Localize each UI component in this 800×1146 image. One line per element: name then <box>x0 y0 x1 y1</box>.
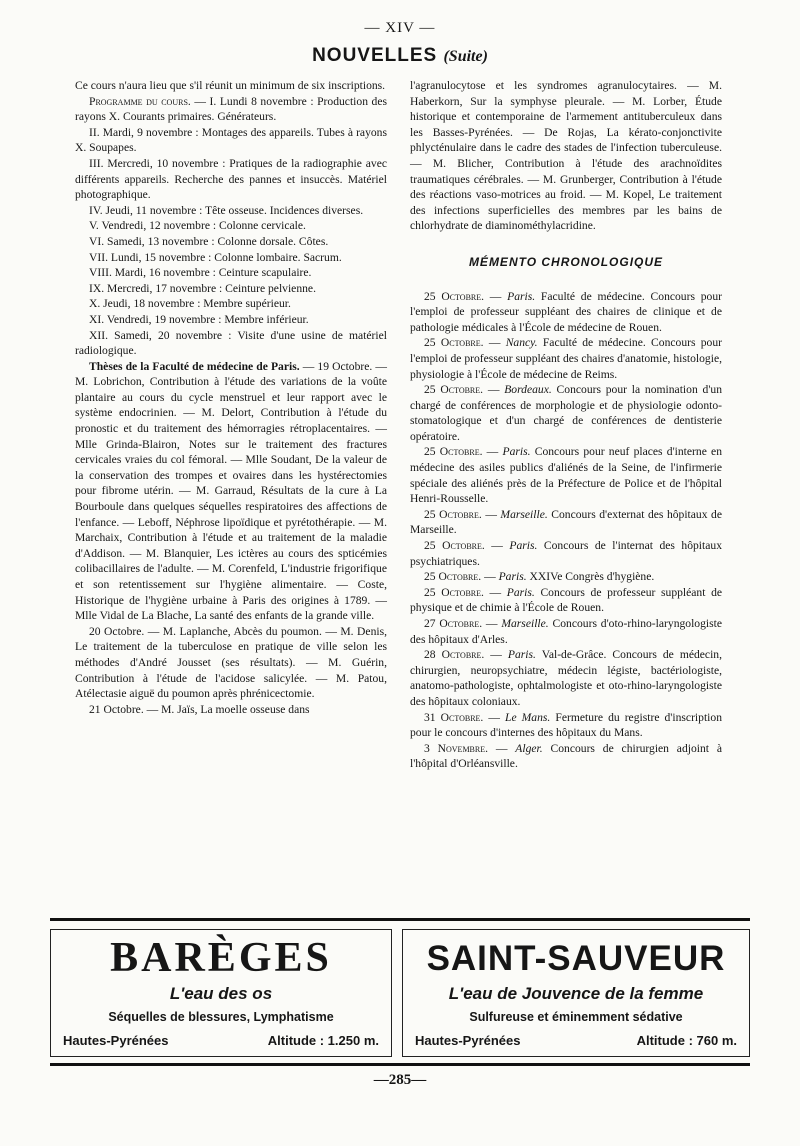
left-column <box>75 78 387 717</box>
lesson-item: IX. Mercredi, 17 novembre : Ceinture pelvienne. <box>89 281 316 295</box>
memento-date: 25 Octobre. <box>424 539 485 553</box>
memento-place: Bordeaux. <box>504 383 552 397</box>
memento-date: 27 Octobre. <box>424 617 483 630</box>
memento-text: Faculté de médecine. Concours pour l'emploi de professeur suppléant des chaires de clinique et de pathologie médicales à l'École de médecine de Rouen. <box>410 289 722 334</box>
programme-text: — I. Lundi 8 novembre : Production des rayons X. Courants primaires. Générateurs. <box>75 94 387 124</box>
lesson-item: II. Mardi, 9 novembre : Montages des appareils. Tubes à rayons X. Soupapes. <box>75 125 387 155</box>
memento-date: 25 Octobre. <box>424 507 482 521</box>
memento-entry: 25 Octobre. — Paris. Faculté de médecine. Concours pour l'emploi de professeur suppléant des chaires de clinique et de pathologie médicales à l'École de médecine de Rouen. <box>410 289 722 334</box>
memento-entry: 25 Octobre. — Paris. Concours de professeur suppléant de physique et de chimie à l'École de Rouen. <box>410 585 723 615</box>
memento-text: Concours d'externat des hôpitaux de Marseille. <box>410 507 722 537</box>
memento-text: Concours pour la nomination d'un chargé de conférences de morphologie et de physiologie odonto-stomatologique et d'un chargé de conférences de dentisterie opératoire. <box>410 383 722 443</box>
ad-bareges <box>50 929 392 1057</box>
memento-place: Paris. <box>506 585 535 599</box>
memento-place: Marseille. <box>501 617 549 630</box>
theses-20-october: 20 Octobre. — M. Laplanche, Abcès du poumon. — M. Denis, Le traitement de la tuberculose en pratique de ville selon les méthodes d'André Jousset (ses résultats). — M. Guérin, Contribution à l'étude de l'acidose salicylée. — M. Patou, Atélectasie aiguë du poumon après phrénicectomie. <box>75 624 387 701</box>
memento-place: Nancy. <box>505 336 538 350</box>
memento-place: Paris. <box>509 539 538 553</box>
section-title <box>0 45 800 67</box>
programme-paragraph <box>75 94 387 125</box>
lesson-item: VII. Lundi, 15 novembre : Colonne lombaire. Sacrum. <box>89 250 342 264</box>
memento-place: Le Mans. <box>505 710 551 724</box>
memento-date: 25 Octobre. <box>424 383 484 397</box>
memento-date: 25 Octobre. <box>424 570 482 584</box>
memento-date: 28 Octobre. <box>424 648 485 662</box>
memento-place: Paris. <box>507 648 536 662</box>
lesson-item: V. Vendredi, 12 novembre : Colonne cervicale. <box>89 219 306 233</box>
theses-heading: Thèses de la Faculté de médecine de Paris. <box>89 359 300 373</box>
memento-date: 25 Octobre. <box>424 289 485 303</box>
memento-date: 31 Octobre. <box>424 710 484 724</box>
advertisement-band <box>50 918 750 1066</box>
ad-saint-sauveur <box>402 929 750 1057</box>
memento-date: 3 Novembre. <box>424 741 489 755</box>
memento-entry: 25 Octobre. — Paris. XXIVe Congrès d'hygiène. <box>424 570 655 584</box>
memento-text: XXIVe Congrès d'hygiène. <box>529 570 655 584</box>
memento-text: Val-de-Grâce. Concours de médecin, chirurgien, neuropsychiatre, médecin légiste, bactériologiste, anatomo-pathologiste, ophtalmologiste et oto-rhino-laryngologiste des hôpitaux coloniaux. <box>410 648 722 708</box>
section-title-suffix: (Suite) <box>443 48 488 65</box>
memento-entry: 25 Octobre. — Marseille. Concours d'externat des hôpitaux de Marseille. <box>410 507 722 537</box>
memento-date: 25 Octobre. <box>424 336 484 350</box>
memento-entry: 25 Octobre. — Paris. Concours pour neuf places d'interne en médecine des asiles publics d'aliénés de la Seine, de l'infirmerie spéciale des aliénés près de la Préfecture de Police et de l'hôpital Henri-Rousselle. <box>410 445 722 506</box>
theses-19-text: — 19 Octobre. — M. Lobrichon, Contribution à l'étude des variations de la voûte plantaire au cours du cycle menstruel et leur rapport avec le système endocrinien. — M. Delort, Contribution à l'étude du pronostic et du traitement des hémorragies rétroplacentaires. — Mlle Grinda-Blairon, Notes sur le traitement des fractures cervicales vraies du col fémoral. — Mlle Soudant, De la valeur de la conservation des trompes et ovaires dans les hystérectomies pour fibrome utérin. — M. Garraud, Résultats de la cure à La Bourboule dans quelques séquelles respiratoires des affections de l'enfance. — Leboff, Néphrose lipoïdique et pyrétothérapie. — M. Marchaix, Contribution à l'étude et au traitement de la maladie d'Addison. — M. Blanquier, Les ictères au cours des spticémies colibacillaires de l'adulte. — M. Corenfeld, L'industrie frigorifique et son retentissement sur l'hygiène alimentaire. — Coste, Historique de l'hygiène urbaine à Paris des origines à 1789. — Mlle Vidal de La Blache, La santé des enfants de la grande ville. <box>75 359 387 623</box>
lesson-item: XII. Samedi, 20 novembre : Visite d'une usine de matériel radiologique. <box>75 328 387 358</box>
memento-entry: 3 Novembre. — Alger. Concours de chirurgien adjoint à l'hôpital d'Orléansville. <box>410 741 722 771</box>
memento-date: 25 Octobre. <box>424 585 484 599</box>
memento-text: Concours de l'internat des hôpitaux psychiatriques. <box>410 539 722 568</box>
memento-text: Concours de professeur suppléant de physique et de chimie à l'École de Rouen. <box>410 585 723 615</box>
memento-text: Faculté de médecine. Concours pour l'emploi de professeur suppléant des chaires d'anatomie, histologie, physiologie à l'École de médecine de Reims. <box>410 336 723 381</box>
theses-19-october <box>75 359 387 624</box>
memento-place: Paris. <box>498 570 527 584</box>
memento-place: Paris. <box>502 445 531 459</box>
memento-place: Marseille. <box>500 507 548 521</box>
lesson-item: X. Jeudi, 18 novembre : Membre supérieur. <box>89 297 291 311</box>
page-roman-numeral: — XIV — <box>364 20 436 36</box>
ad-bareges-altitude: Altitude : 1.250 m. <box>267 1033 379 1048</box>
lesson-list <box>75 125 387 359</box>
lesson-item: XI. Vendredi, 19 novembre : Membre inférieur. <box>89 312 309 326</box>
ad-bareges-footer <box>63 1033 379 1048</box>
ad-bareges-region: Hautes-Pyrénées <box>63 1033 169 1048</box>
ad-saint-sauveur-altitude: Altitude : 760 m. <box>636 1033 737 1048</box>
lesson-item: VIII. Mardi, 16 novembre : Ceinture scapulaire. <box>89 266 312 280</box>
page-number: —285— <box>373 1072 427 1088</box>
ad-saint-sauveur-subtitle: L'eau de Jouvence de la femme <box>448 984 704 1003</box>
right-column <box>410 78 722 772</box>
memento-entry: 25 Octobre. — Paris. Concours de l'internat des hôpitaux psychiatriques. <box>410 539 722 568</box>
memento-entry: 25 Octobre. — Nancy. Faculté de médecine. Concours pour l'emploi de professeur suppléant des chaires d'anatomie, histologie, physiologie à l'École de médecine de Reims. <box>410 336 723 381</box>
course-note: Ce cours n'aura lieu que s'il réunit un minimum de six inscriptions. <box>75 79 386 92</box>
memento-place: Paris. <box>507 289 536 303</box>
ad-bareges-description: Séquelles de blessures, Lymphatisme <box>108 1010 334 1024</box>
ad-saint-sauveur-description: Sulfureuse et éminemment sédative <box>469 1010 683 1024</box>
memento-date: 25 Octobre. <box>424 445 483 459</box>
lesson-item: III. Mercredi, 10 novembre : Pratiques de la radiographie avec différents appareils. Recherche des pannes et insuccès. Matériel photographique. <box>75 156 387 202</box>
memento-text: Concours de chirurgien adjoint à l'hôpital d'Orléansville. <box>410 741 722 771</box>
ad-saint-sauveur-region: Hautes-Pyrénées <box>415 1033 521 1048</box>
lesson-item: IV. Jeudi, 11 novembre : Tête osseuse. Incidences diverses. <box>89 203 364 217</box>
ad-bareges-subtitle: L'eau des os <box>169 984 273 1003</box>
memento-entry: 25 Octobre. — Bordeaux. Concours pour la nomination d'un chargé de conférences de morphologie et de physiologie odonto-stomatologique et d'un chargé de conférences de dentisterie opératoire. <box>410 383 722 443</box>
memento-entry: 27 Octobre. — Marseille. Concours d'oto-rhino-laryngologiste des hôpitaux d'Arles. <box>410 617 722 646</box>
theses-continuation: l'agranulocytose et les syndromes agranulocytaires. — M. Haberkorn, Sur la symphyse pleurale. — M. Lorber, Étude historique et contemporaine de l'armement antituberculeux dans les Basses-Pyrénées. — De Rojas, La kérato-conjonctivite phlycténulaire dans le cadre des stades de l'infection tuberculeuse. — M. Blicher, Contribution à l'étude des arachnoïdites traumatiques cérébrales. — M. Grunberger, Contribution à l'étude des réactions vaso-motrices au froid. — M. Kopel, Le traitement des infections superficielles des membres par les bains de chlorhydrate de diaminométhylacridine. <box>410 79 722 233</box>
memento-entry: 31 Octobre. — Le Mans. Fermeture du registre d'inscription pour le concours d'internes des hôpitaux du Mans. <box>410 710 722 740</box>
ad-bareges-title: BARÈGES <box>110 935 332 981</box>
memento-list <box>410 289 722 772</box>
ad-saint-sauveur-footer <box>415 1033 737 1048</box>
memento-text: Concours d'oto-rhino-laryngologiste des hôpitaux d'Arles. <box>410 617 722 646</box>
section-title-text: NOUVELLES <box>312 45 438 66</box>
theses-21-october: 21 Octobre. — M. Jaïs, La moelle osseuse dans <box>89 702 310 716</box>
ad-saint-sauveur-title: SAINT-SAUVEUR <box>426 939 726 978</box>
memento-text: Fermeture du registre d'inscription pour le concours d'internes des hôpitaux du Mans. <box>410 710 722 740</box>
memento-title: MÉMENTO CHRONOLOGIQUE <box>468 254 664 269</box>
memento-text: Concours pour neuf places d'interne en médecine des asiles publics d'aliénés de la Seine, de l'infirmerie spéciale des aliénés près de la Préfecture de Police et de l'hôpital Henri-Rousselle. <box>410 445 722 506</box>
lesson-item: VI. Samedi, 13 novembre : Colonne dorsale. Côtes. <box>89 234 329 248</box>
memento-entry: 28 Octobre. — Paris. Val-de-Grâce. Concours de médecin, chirurgien, neuropsychiatre, médecin légiste, bactériologiste, anatomo-pathologiste, ophtalmologiste et oto-rhino-laryngologiste des hôpitaux coloniaux. <box>410 648 722 708</box>
memento-place: Alger. <box>515 741 543 755</box>
programme-label: Programme du cours. <box>89 94 191 108</box>
